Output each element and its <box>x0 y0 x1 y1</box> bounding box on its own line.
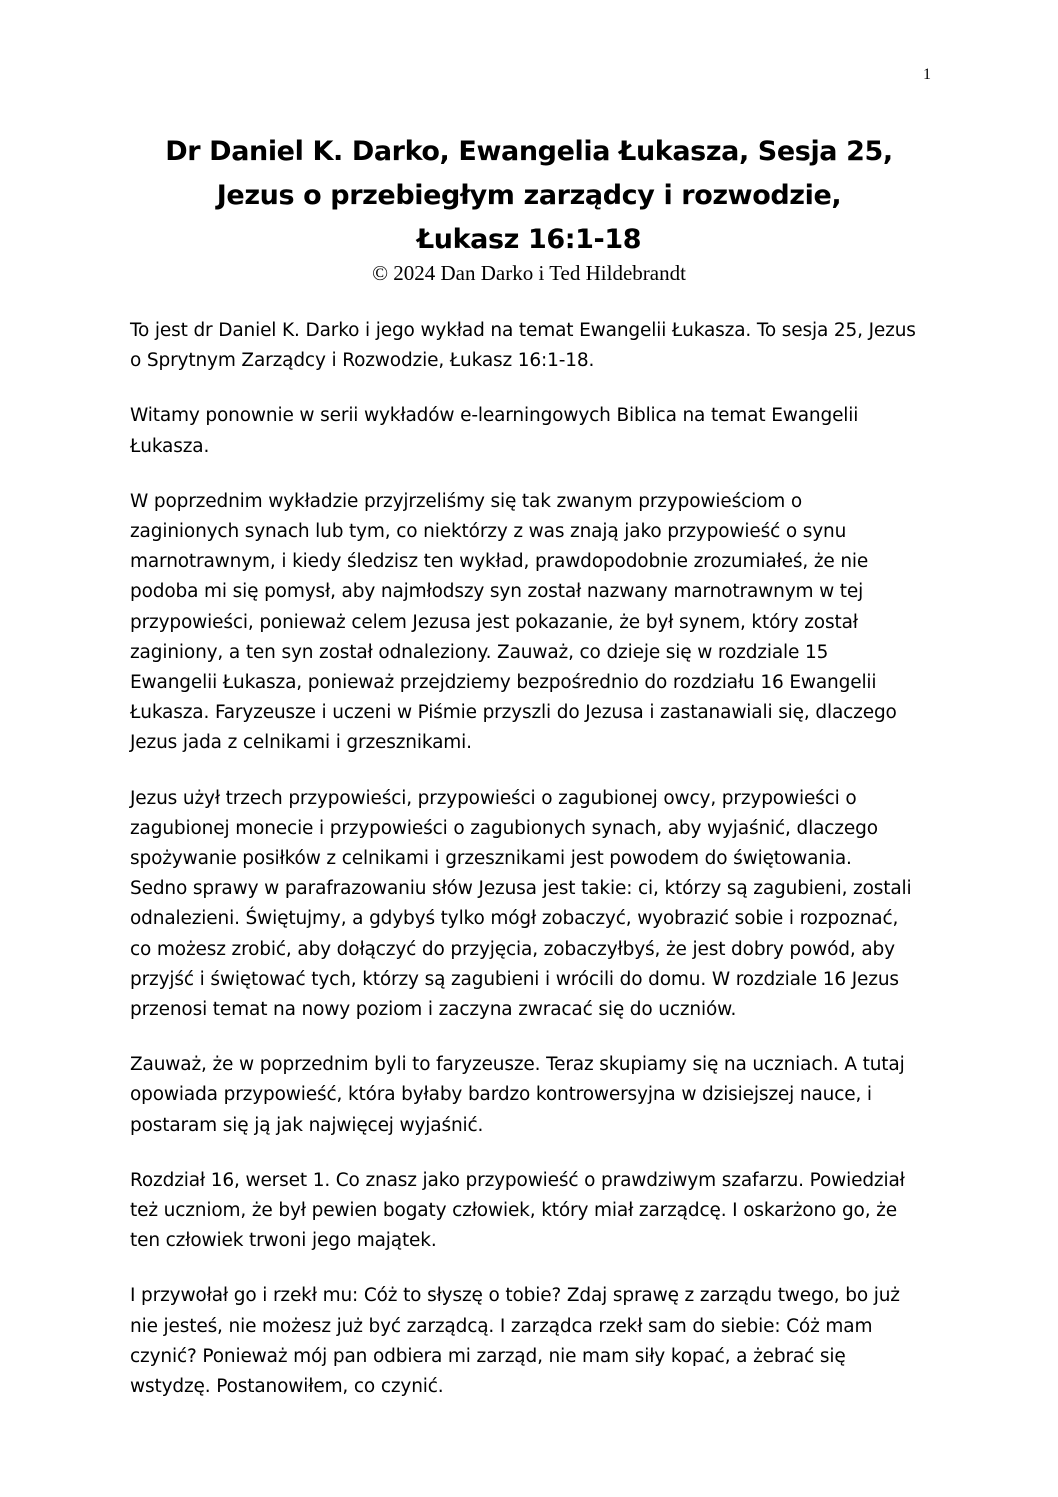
page-number: 1 <box>923 66 931 83</box>
paragraph-line: W poprzednim wykładzie przyjrzeliśmy się tak zwanym przypowieściom o <box>130 490 803 512</box>
paragraph-line: ten człowiek trwoni jego majątek. <box>130 1230 437 1252</box>
paragraph-1 <box>130 316 940 376</box>
paragraph-line: postaram się ją jak najwięcej wyjaśnić. <box>130 1114 484 1136</box>
paragraph-line: Łukasza. Faryzeusze i uczeni w Piśmie przyszli do Jezusa i zastanawiali się, dlaczego <box>130 702 897 724</box>
paragraph-5 <box>130 1050 940 1141</box>
paragraph-line: Jezus jada z celnikami i grzesznikami. <box>130 732 472 754</box>
paragraph-line: nie jesteś, nie możesz już być zarządcą. I zarządca rzekł sam do siebie: Cóż mam <box>130 1315 873 1337</box>
paragraph-line: też uczniom, że był pewien bogaty człowiek, który miał zarządcę. I oskarżono go, że <box>130 1200 897 1222</box>
paragraph-line: przyjść i świętować tych, którzy są zagubieni i wrócili do domu. W rozdziale 16 Jezus <box>130 968 899 990</box>
paragraph-line: To jest dr Daniel K. Darko i jego wykład na temat Ewangelii Łukasza. To sesja 25, Jezus <box>130 320 916 341</box>
document-body <box>130 316 940 1427</box>
paragraph-line: spożywanie posiłków z celnikami i grzesznikami jest powodem do świętowania. <box>130 848 852 870</box>
paragraph-line: zaginionych synach lub tym, co niektórzy z was znają jako przypowieść o synu <box>130 521 847 543</box>
paragraph-line: przenosi temat na nowy poziom i zaczyna zwracać się do uczniów. <box>130 999 737 1021</box>
title-line-3: Łukasz 16:1-18 <box>416 224 642 255</box>
paragraph-line: Łukasza. <box>130 435 210 457</box>
copyright-notice: © 2024 Dan Darko i Ted Hildebrandt <box>372 261 686 285</box>
paragraph-line: Ewangelii Łukasza, ponieważ przejdziemy bezpośrednio do rozdziału 16 Ewangelii <box>130 672 877 694</box>
paragraph-3 <box>130 487 940 759</box>
paragraph-line: wstydzę. Postanowiłem, co czynić. <box>130 1376 444 1398</box>
paragraph-line: co możesz zrobić, aby dołączyć do przyjęcia, zobaczyłbyś, że jest dobry powód, aby <box>130 938 895 960</box>
paragraph-line: o Sprytnym Zarządcy i Rozwodzie, Łukasz 16:1-18. <box>130 350 595 372</box>
paragraph-line: przypowieści, ponieważ celem Jezusa jest pokazanie, że był synem, który został <box>130 611 858 633</box>
title-line-2: Jezus o przebiegłym zarządcy i rozwodzie, <box>216 180 842 211</box>
paragraph-line: zagubionej monecie i przypowieści o zagubionych synach, aby wyjaśnić, dlaczego <box>130 817 878 839</box>
paragraph-7 <box>130 1281 940 1402</box>
paragraph-line: czynić? Ponieważ mój pan odbiera mi zarząd, nie mam siły kopać, a żebrać się <box>130 1345 846 1367</box>
paragraph-line: opowiada przypowieść, która byłaby bardzo kontrowersyjna w dzisiejszej nauce, i <box>130 1084 872 1106</box>
paragraph-line: podoba mi się pomysł, aby najmłodszy syn został nazwany marnotrawnym w tej <box>130 581 864 603</box>
paragraph-4 <box>130 784 940 1026</box>
title-line-1: Dr Daniel K. Darko, Ewangelia Łukasza, Sesja 25, <box>165 136 893 167</box>
paragraph-line: Zauważ, że w poprzednim byli to faryzeusze. Teraz skupiamy się na uczniach. A tutaj <box>130 1054 905 1076</box>
paragraph-line: odnalezieni. Świętujmy, a gdybyś tylko mógł zobaczyć, wyobrazić sobie i rozpoznać, <box>130 908 899 930</box>
paragraph-2 <box>130 401 940 461</box>
paragraph-line: marnotrawnym, i kiedy śledzisz ten wykład, prawdopodobnie zrozumiałeś, że nie <box>130 551 869 573</box>
paragraph-line: Witamy ponownie w serii wykładów e-learningowych Biblica na temat Ewangelii <box>130 405 859 427</box>
paragraph-line: Rozdział 16, werset 1. Co znasz jako przypowieść o prawdziwym szafarzu. Powiedział <box>130 1169 905 1191</box>
document-header <box>120 130 938 286</box>
paragraph-line: zaginiony, a ten syn został odnaleziony. Zauważ, co dzieje się w rozdziale 15 <box>130 641 829 663</box>
paragraph-line: I przywołał go i rzekł mu: Cóż to słyszę o tobie? Zdaj sprawę z zarządu twego, bo już <box>130 1285 900 1307</box>
paragraph-line: Jezus użył trzech przypowieści, przypowieści o zagubionej owcy, przypowieści o <box>130 787 857 809</box>
paragraph-line: Sedno sprawy w parafrazowaniu słów Jezusa jest takie: ci, którzy są zagubieni, zostali <box>130 878 912 900</box>
paragraph-6 <box>130 1166 940 1257</box>
